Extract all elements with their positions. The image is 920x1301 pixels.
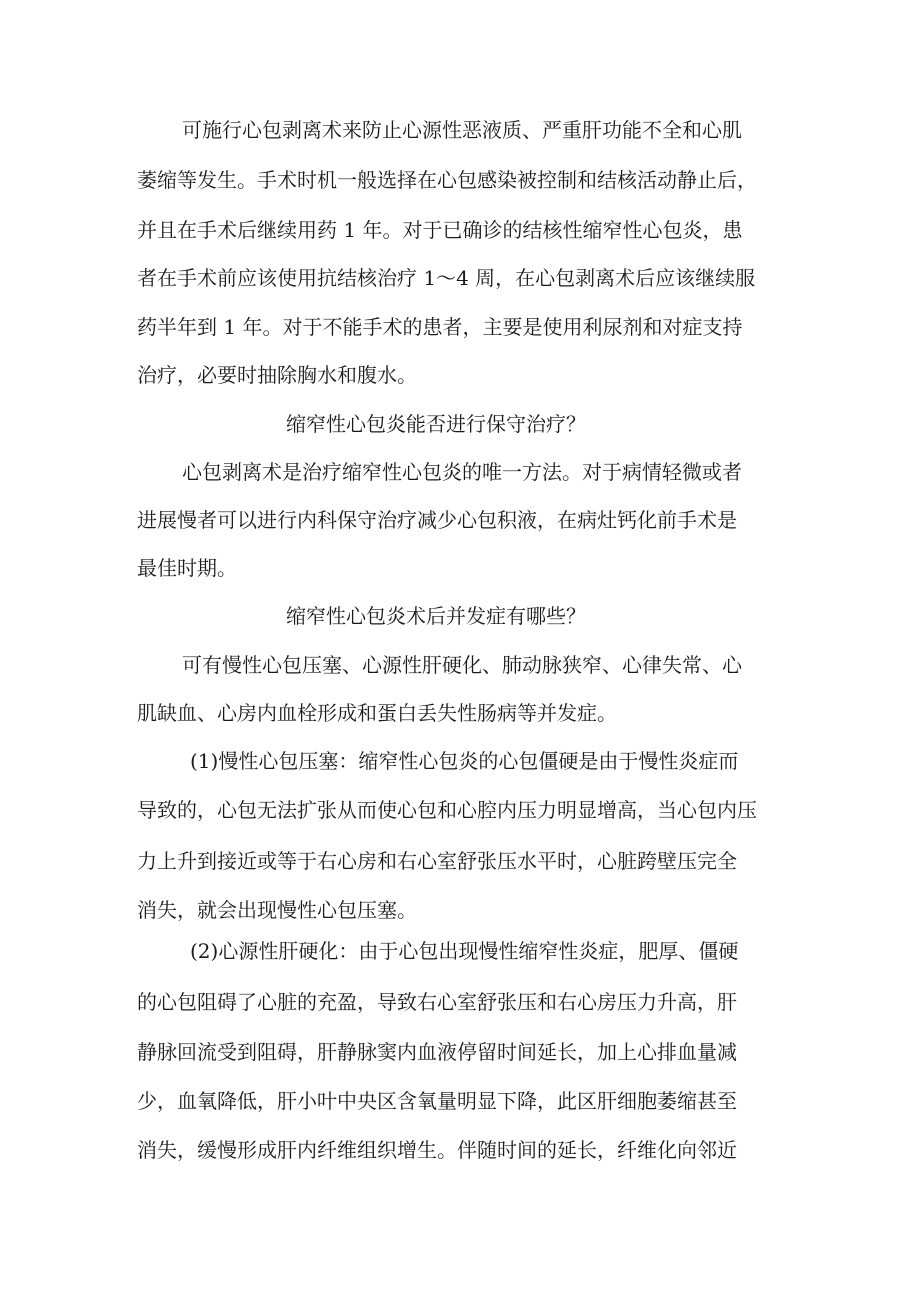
paragraph-line: 者在手术前应该使用抗结核治疗 1～4 周，在心包剥离术后应该继续服 (137, 266, 756, 290)
paragraph-line: 药半年到 1 年。对于不能手术的患者，主要是使用利尿剂和对症支持 (137, 315, 743, 339)
paragraph-line: 少，血氧降低，肝小叶中央区含氧量明显下降，此区肝细胞萎缩甚至 (137, 1089, 737, 1113)
section-heading: 缩窄性心包炎术后并发症有哪些？ (286, 604, 586, 628)
paragraph-line: 力上升到接近或等于右心房和右心室舒张压水平时，心脏跨壁压完全 (137, 849, 737, 873)
paragraph-line: 治疗，必要时抽除胸水和腹水。 (137, 363, 417, 387)
paragraph-line: 导致的，心包无法扩张从而使心包和心腔内压力明显增高，当心包内压 (137, 798, 757, 822)
paragraph-line: 静脉回流受到阻碍，肝静脉窦内血液停留时间延长，加上心排血量减 (137, 1040, 737, 1064)
paragraph-line: (1)慢性心包压塞：缩窄性心包炎的心包僵硬是由于慢性炎症而 (190, 749, 739, 773)
paragraph-line: (2)心源性肝硬化：由于心包出现慢性缩窄性炎症，肥厚、僵硬 (190, 939, 739, 963)
paragraph-line: 最佳时期。 (137, 556, 237, 580)
paragraph-line: 肌缺血、心房内血栓形成和蛋白丢失性肠病等并发症。 (137, 701, 617, 725)
paragraph-line: 心包剥离术是治疗缩窄性心包炎的唯一方法。对于病情轻微或者 (182, 460, 742, 484)
paragraph-line: 萎缩等发生。手术时机一般选择在心包感染被控制和结核活动静止后， (137, 168, 757, 192)
paragraph-line: 消失，缓慢形成肝内纤维组织增生。伴随时间的延长，纤维化向邻近 (137, 1138, 737, 1162)
paragraph-line: 可有慢性心包压塞、心源性肝硬化、肺动脉狭窄、心律失常、心 (182, 653, 742, 677)
paragraph-line: 并且在手术后继续用药 1 年。对于已确诊的结核性缩窄性心包炎，患 (137, 218, 743, 242)
paragraph-line: 消失，就会出现慢性心包压塞。 (137, 898, 417, 922)
section-heading: 缩窄性心包炎能否进行保守治疗？ (286, 412, 586, 436)
paragraph-line: 进展慢者可以进行内科保守治疗减少心包积液，在病灶钙化前手术是 (137, 508, 737, 532)
paragraph-line: 可施行心包剥离术来防止心源性恶液质、严重肝功能不全和心肌 (182, 118, 742, 142)
paragraph-line: 的心包阻碍了心脏的充盈，导致右心室舒张压和右心房压力升高，肝 (137, 990, 737, 1014)
